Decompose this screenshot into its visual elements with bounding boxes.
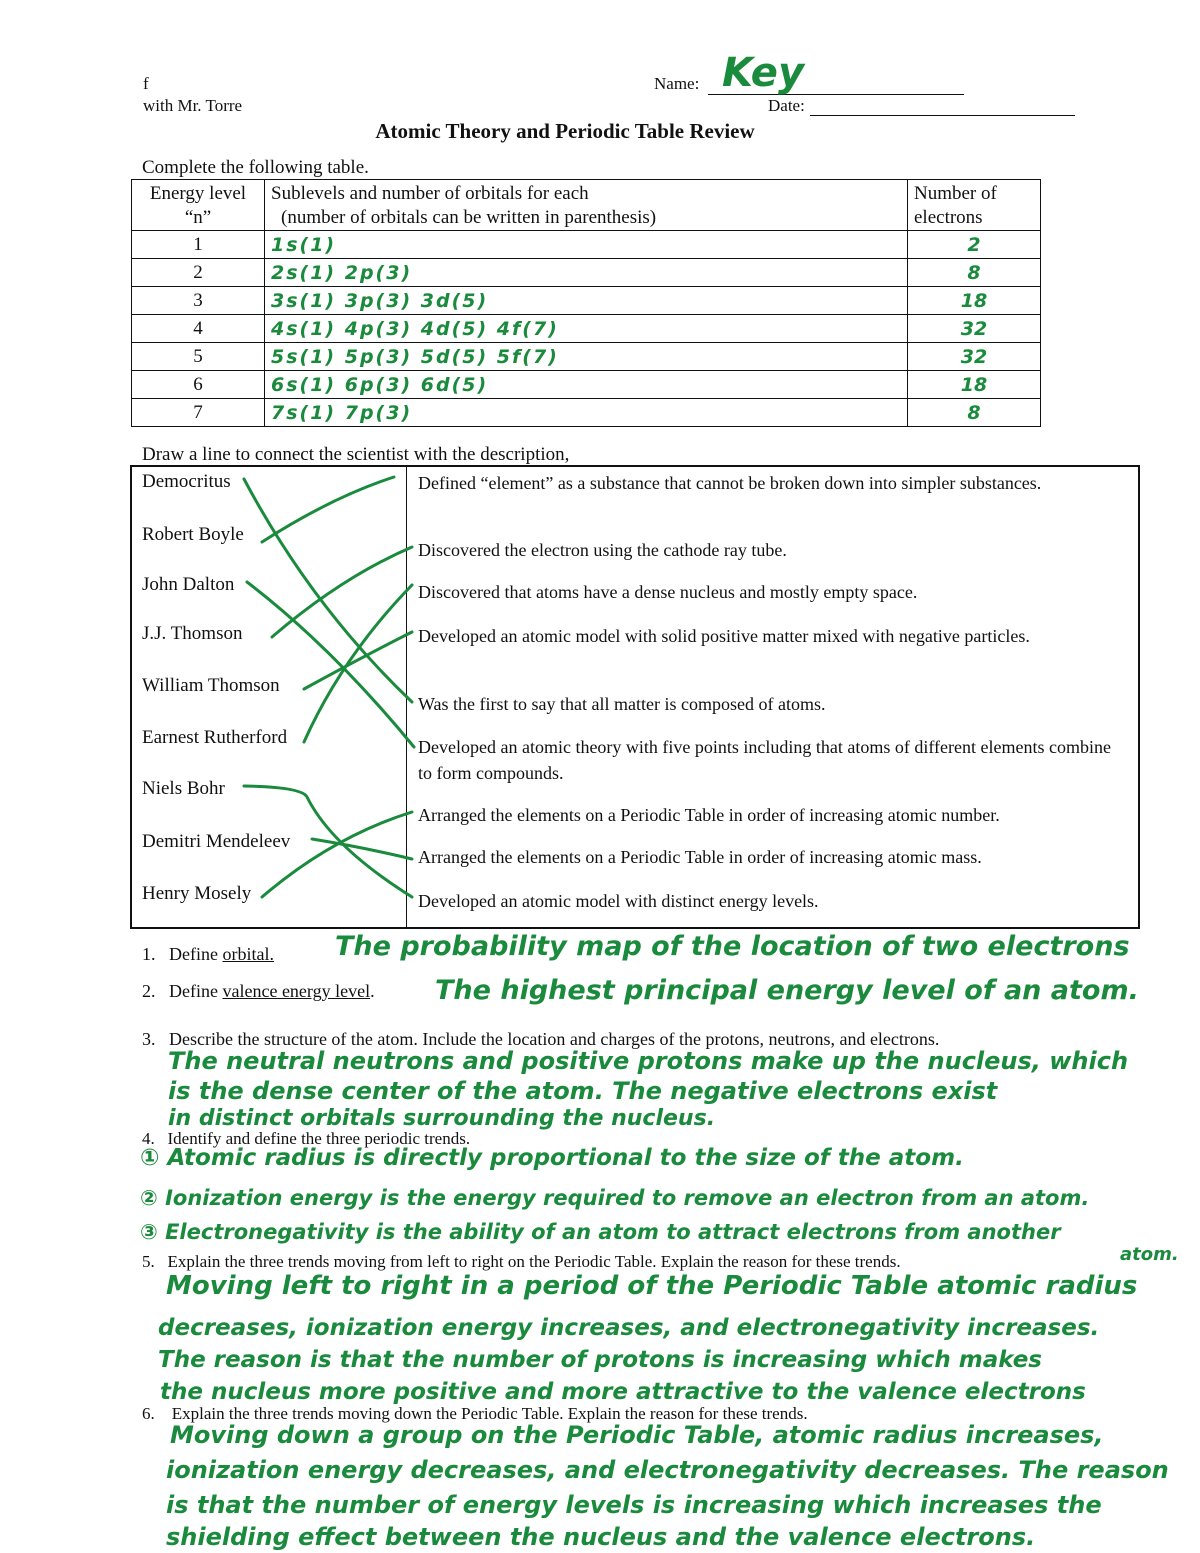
header-sublevels: Sublevels and number of orbitals for each (number of orbitals can be written in parenthesis) xyxy=(265,180,908,231)
energy-level-cell: 5 xyxy=(132,343,265,371)
answer-6-line-3: is that the number of energy levels is increasing which increases the xyxy=(166,1491,1102,1519)
answer-4-line-4: atom. xyxy=(1120,1244,1179,1265)
table-row xyxy=(132,259,1041,287)
scientist-william-thomson: William Thomson xyxy=(142,675,280,696)
energy-level-cell: 3 xyxy=(132,287,265,315)
line-robert-boyle xyxy=(262,477,394,542)
description-plum-pudding: Developed an atomic model with solid positive matter mixed with negative particles. xyxy=(418,626,1030,646)
answer-5-line-1: Moving left to right in a period of the Periodic Table atomic radius xyxy=(166,1271,1138,1301)
course-letter: f xyxy=(143,74,149,93)
answer-5-line-2: decreases, ionization energy increases, and electronegativity increases. xyxy=(158,1315,1100,1341)
answer-1: The probability map of the location of two electrons xyxy=(335,931,1130,962)
line-rutherford xyxy=(304,585,412,742)
electrons-cell: 8 xyxy=(908,259,1041,287)
scientist-john-dalton: John Dalton xyxy=(142,574,235,595)
energy-level-cell: 2 xyxy=(132,259,265,287)
table-row xyxy=(132,399,1041,427)
scientist-niels-bohr: Niels Bohr xyxy=(142,778,225,799)
question-2: 2. Define valence energy level. xyxy=(142,981,375,1001)
answer-6-line-2: ionization energy decreases, and electronegativity decreases. The reason xyxy=(166,1456,1169,1484)
table-row xyxy=(132,287,1041,315)
answer-4-line-1: ① Atomic radius is directly proportional to the size of the atom. xyxy=(140,1145,964,1171)
scientist-robert-boyle: Robert Boyle xyxy=(142,524,244,545)
question-6: 6. Explain the three trends moving down the Periodic Table. Explain the reason for these trends. xyxy=(142,1404,808,1423)
question-5: 5. Explain the three trends moving from left to right on the Periodic Table. Explain the reason for these trends. xyxy=(142,1252,901,1271)
scientist-democritus: Democritus xyxy=(142,471,231,492)
answer-3-line-2: is the dense center of the atom. The negative electrons exist xyxy=(168,1077,998,1105)
table-row xyxy=(132,315,1041,343)
header-energy-level: Energy level “n” xyxy=(132,180,265,231)
answer-3-line-3: in distinct orbitals surrounding the nucleus. xyxy=(168,1106,716,1131)
line-william-thomson xyxy=(304,632,412,689)
matching-box xyxy=(130,465,1140,929)
electrons-cell: 8 xyxy=(908,399,1041,427)
line-john-dalton xyxy=(247,582,414,747)
energy-level-cell: 7 xyxy=(132,399,265,427)
teacher-line: with Mr. Torre xyxy=(143,96,243,115)
answer-3-line-1: The neutral neutrons and positive protons make up the nucleus, which xyxy=(168,1047,1129,1075)
sublevels-cell: 6s(1) 6p(3) 6d(5) xyxy=(265,371,908,399)
table-row xyxy=(132,371,1041,399)
electrons-cell: 32 xyxy=(908,343,1041,371)
sublevels-cell: 7s(1) 7p(3) xyxy=(265,399,908,427)
question-3: 3. Describe the structure of the atom. Include the location and charges of the protons, neutrons, and electrons. xyxy=(142,1029,940,1049)
description-energy-levels: Developed an atomic model with distinct energy levels. xyxy=(418,891,819,911)
description-electron: Discovered the electron using the cathode ray tube. xyxy=(418,540,787,560)
description-nucleus: Discovered that atoms have a dense nucleus and mostly empty space. xyxy=(418,582,918,602)
matching-lines xyxy=(132,467,1138,927)
electrons-cell: 18 xyxy=(908,287,1041,315)
date-label: Date: xyxy=(768,96,805,115)
answer-5-line-3: The reason is that the number of protons is increasing which makes xyxy=(158,1347,1042,1373)
sublevels-cell: 4s(1) 4p(3) 4d(5) 4f(7) xyxy=(265,315,908,343)
date-underline xyxy=(810,115,1075,116)
scientist-demitri-mendeleev: Demitri Mendeleev xyxy=(142,831,291,852)
orbital-table xyxy=(131,179,1041,427)
description-all-matter-atoms: Was the first to say that all matter is composed of atoms. xyxy=(418,694,826,714)
table-instruction: Complete the following table. xyxy=(142,157,369,178)
answer-4-line-2: ② Ionization energy is the energy required to remove an electron from an atom. xyxy=(140,1186,1090,1210)
table-header-row xyxy=(132,180,1041,231)
header-electrons: Number of electrons xyxy=(908,180,1041,231)
electrons-cell: 18 xyxy=(908,371,1041,399)
line-democritus xyxy=(244,479,412,702)
answer-6-line-4: shielding effect between the nucleus and the valence electrons. xyxy=(166,1523,1036,1551)
electrons-cell: 32 xyxy=(908,315,1041,343)
energy-level-cell: 4 xyxy=(132,315,265,343)
scientist-jj-thomson: J.J. Thomson xyxy=(142,623,243,644)
sublevels-cell: 3s(1) 3p(3) 3d(5) xyxy=(265,287,908,315)
description-element: Defined “element” as a substance that cannot be broken down into simpler substances. xyxy=(418,473,1042,493)
energy-level-cell: 1 xyxy=(132,231,265,259)
answer-4-line-3: ③ Electronegativity is the ability of an atom to attract electrons from another xyxy=(140,1220,1061,1244)
sublevels-cell: 2s(1) 2p(3) xyxy=(265,259,908,287)
answer-5-line-4: the nucleus more positive and more attractive to the valence electrons xyxy=(160,1379,1086,1405)
sublevels-cell: 5s(1) 5p(3) 5d(5) 5f(7) xyxy=(265,343,908,371)
name-label: Name: xyxy=(654,74,700,93)
question-1: 1. Define orbital. xyxy=(142,944,274,964)
table-row xyxy=(132,343,1041,371)
sublevels-cell: 1s(1) xyxy=(265,231,908,259)
scientist-earnest-rutherford: Earnest Rutherford xyxy=(142,727,288,748)
description-atomic-number: Arranged the elements on a Periodic Table in order of increasing atomic number. xyxy=(418,805,1000,825)
page-title: Atomic Theory and Periodic Table Review xyxy=(375,119,755,143)
energy-level-cell: 6 xyxy=(132,371,265,399)
table-row xyxy=(132,231,1041,259)
name-value: Key xyxy=(722,50,805,96)
answer-6-line-1: Moving down a group on the Periodic Table, atomic radius increases, xyxy=(170,1421,1104,1449)
question-4: 4. Identify and define the three periodic trends. xyxy=(142,1129,471,1148)
answer-2: The highest principal energy level of an atom. xyxy=(435,975,1139,1006)
electrons-cell: 2 xyxy=(908,231,1041,259)
matching-instruction: Draw a line to connect the scientist with the description, xyxy=(142,444,570,465)
scientist-henry-mosely: Henry Mosely xyxy=(142,883,252,904)
description-atomic-mass: Arranged the elements on a Periodic Table in order of increasing atomic mass. xyxy=(418,847,982,867)
description-atomic-theory: Developed an atomic theory with five points including that atoms of different elements combine to form compounds. xyxy=(418,737,1111,783)
